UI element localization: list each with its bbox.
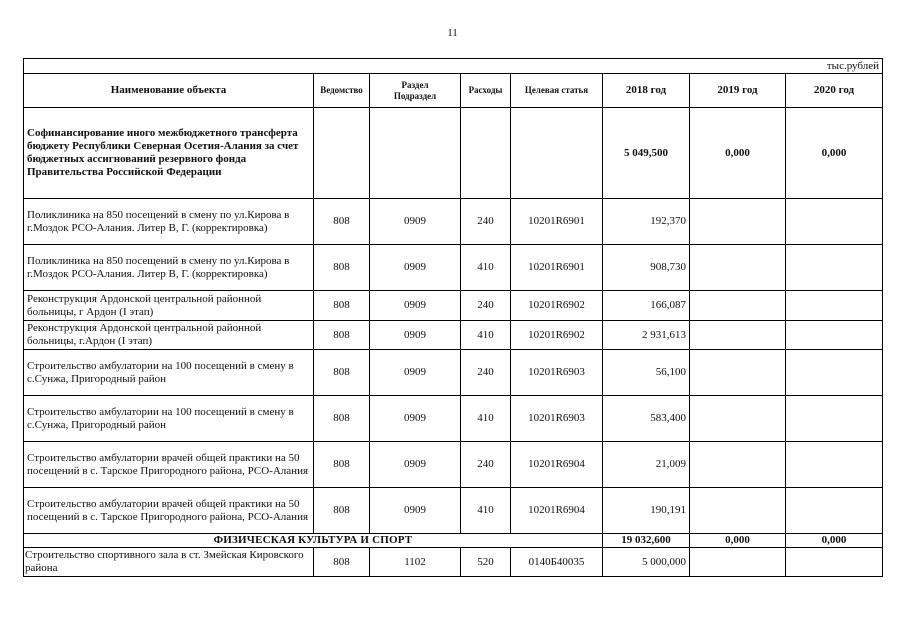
group-2020: 0,000 [786,108,883,199]
row-name: Поликлиника на 850 посещений в смену по ул.Кирова в г.Моздок РСО-Алания. Литер В, Г. (корректировка) [24,199,314,245]
row-section: 0909 [370,199,461,245]
header-2019: 2019 год [690,74,786,108]
row-target: 10201R6903 [511,396,603,442]
row-expense: 410 [461,396,511,442]
section-row [24,534,883,548]
unit-label: тыс.рублей [24,59,883,74]
row-agency: 808 [314,488,370,534]
row-expense: 240 [461,199,511,245]
section-2018: 19 032,600 [603,534,690,548]
section-2019: 0,000 [690,534,786,548]
group-2018: 5 049,500 [603,108,690,199]
row-target: 10201R6903 [511,350,603,396]
row-2018: 2 931,613 [603,321,690,350]
group-row [24,108,883,199]
row-expense: 410 [461,245,511,291]
row-section: 0909 [370,396,461,442]
row-section: 0909 [370,350,461,396]
header-section [370,74,461,108]
row-name: Реконструкция Ардонской центральной районной больницы, г Ардон (I этап) [24,291,314,321]
header-target: Целевая статья [511,74,603,108]
group-name: Софинансирование иного межбюджетного трансферта бюджету Республики Северная Осетия-Алания за счет бюджетных ассигнований резервного фонда Правительства Российской Федерации [24,108,314,199]
row-section: 0909 [370,321,461,350]
row-name: Реконструкция Ардонской центральной районной больницы, г.Ардон (I этап) [24,321,314,350]
table-row [24,321,883,350]
row-2018: 192,370 [603,199,690,245]
row-2019 [690,396,786,442]
unit-row [24,59,883,74]
row-2019 [690,245,786,291]
header-expense: Расходы [461,74,511,108]
row-2018: 56,100 [603,350,690,396]
row-2020 [786,548,883,577]
header-agency: Ведомство [314,74,370,108]
table-row [24,350,883,396]
row-section: 1102 [370,548,461,577]
row-agency: 808 [314,442,370,488]
row-expense: 520 [461,548,511,577]
row-2020 [786,396,883,442]
row-2020 [786,321,883,350]
header-section-label: Раздел Подраздел [393,79,437,101]
row-agency: 808 [314,321,370,350]
row-section: 0909 [370,245,461,291]
row-agency: 808 [314,291,370,321]
row-expense: 410 [461,321,511,350]
group-expense [461,108,511,199]
row-agency: 808 [314,548,370,577]
row-agency: 808 [314,245,370,291]
row-2019 [690,199,786,245]
row-name: Поликлиника на 850 посещений в смену по ул.Кирова в г.Моздок РСО-Алания. Литер В, Г. (корректировка) [24,245,314,291]
group-target [511,108,603,199]
row-2019 [690,548,786,577]
row-2020 [786,245,883,291]
row-expense: 410 [461,488,511,534]
page-number: 11 [447,27,458,39]
budget-table [23,58,883,577]
row-2018: 583,400 [603,396,690,442]
row-expense: 240 [461,442,511,488]
row-2018: 166,087 [603,291,690,321]
row-target: 10201R6901 [511,199,603,245]
row-2019 [690,350,786,396]
group-agency [314,108,370,199]
row-expense: 240 [461,350,511,396]
row-section: 0909 [370,442,461,488]
row-target: 10201R6902 [511,291,603,321]
row-target: 0140Б40035 [511,548,603,577]
table-row [24,442,883,488]
table-row [24,396,883,442]
row-2018: 908,730 [603,245,690,291]
table-row [24,291,883,321]
row-2020 [786,199,883,245]
row-agency: 808 [314,350,370,396]
group-section [370,108,461,199]
table-row [24,548,883,577]
table-row [24,199,883,245]
row-2018: 5 000,000 [603,548,690,577]
row-section: 0909 [370,291,461,321]
row-2020 [786,442,883,488]
row-2018: 190,191 [603,488,690,534]
row-target: 10201R6902 [511,321,603,350]
table-row [24,245,883,291]
row-2020 [786,350,883,396]
row-expense: 240 [461,291,511,321]
row-target: 10201R6904 [511,442,603,488]
row-name: Строительство спортивного зала в ст. Змейская Кировского района [24,548,314,577]
row-2019 [690,291,786,321]
row-section: 0909 [370,488,461,534]
row-name: Строительство амбулатории врачей общей практики на 50 посещений в с. Тарское Пригородного района, РСО-Алания [24,442,314,488]
header-2018: 2018 год [603,74,690,108]
row-agency: 808 [314,199,370,245]
row-name: Строительство амбулатории на 100 посещений в смену в с.Сунжа, Пригородный район [24,350,314,396]
row-2020 [786,291,883,321]
header-row [24,74,883,108]
table-row [24,488,883,534]
row-agency: 808 [314,396,370,442]
header-2020: 2020 год [786,74,883,108]
row-target: 10201R6901 [511,245,603,291]
row-2019 [690,442,786,488]
section-2020: 0,000 [786,534,883,548]
row-2019 [690,488,786,534]
group-2019: 0,000 [690,108,786,199]
header-name: Наименование объекта [24,74,314,108]
row-2020 [786,488,883,534]
row-2018: 21,009 [603,442,690,488]
row-name: Строительство амбулатории на 100 посещений в смену в с.Сунжа, Пригородный район [24,396,314,442]
row-name: Строительство амбулатории врачей общей практики на 50 посещений в с. Тарское Пригородного района, РСО-Алания [24,488,314,534]
row-2019 [690,321,786,350]
section-name: ФИЗИЧЕСКАЯ КУЛЬТУРА И СПОРТ [24,534,603,548]
row-target: 10201R6904 [511,488,603,534]
